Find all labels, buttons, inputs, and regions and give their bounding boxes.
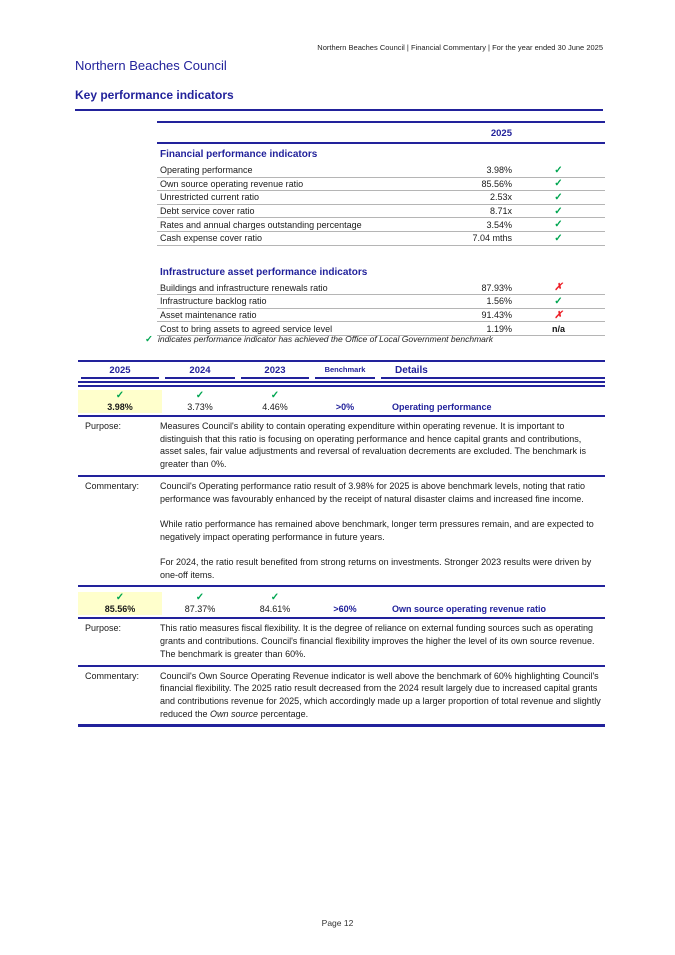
commentary-row <box>78 475 605 586</box>
indicator-value: 3.54% <box>486 219 512 230</box>
table-row <box>157 295 605 309</box>
value-2025: 3.98% <box>78 401 162 413</box>
purpose-text: Measures Council's ability to contain operating expenditure within operating revenue. It is important to distinguish that this ratio is focusing on operating performance and hence capital grants and contributions, asset sales, fair value adjustments and reversal of revaluation decrements are excluded. The benchmark is greater than 0%. <box>160 421 587 470</box>
commentary-text <box>160 670 605 721</box>
commentary-segment: Council's Own Source Operating Revenue indicator is well above the benchmark of 60% highlighting Council's financial flexibility. The 2025 ratio result decreased from the 2024 result largely due to increased capital grants and contributions revenue for 2025, which accordingly made up a larger proportion of total revenue and slightly reduced the <box>160 670 601 719</box>
indicator-value: 1.19% <box>486 323 512 334</box>
cross-icon: ✗ <box>554 309 563 321</box>
check-icon: ✓ <box>145 334 153 345</box>
empty-cell <box>378 592 605 603</box>
purpose-text: This ratio measures fiscal flexibility. It is the degree of reliance on external funding sources such as operating grants and contributions. Council's financial flexibility improves the higher the level of its own source revenue. The benchmark is greater than 60%. <box>160 623 595 659</box>
check-icon: ✓ <box>195 390 205 401</box>
check-icon: ✓ <box>554 205 563 217</box>
table-row <box>157 205 605 219</box>
commentary-paragraph: Council's Operating performance ratio result of 3.98% for 2025 is above benchmark levels, noting that ratio performance was favourably enhanced by the receipt of natural disaster claims and increased fine income. <box>160 480 585 504</box>
indicator-value: 3.98% <box>486 165 512 176</box>
col-header-2025: 2025 <box>81 365 159 379</box>
indicator-value: 87.93% <box>481 282 512 293</box>
footnote-text: indicates performance indicator has achieved the Office of Local Government benchmark <box>157 334 493 344</box>
values-row <box>78 401 605 417</box>
detail-header-row <box>78 360 605 379</box>
value-2025: 85.56% <box>78 603 162 615</box>
commentary-row <box>78 665 605 725</box>
indicator-label: Debt service cover ratio <box>160 206 255 217</box>
commentary-text <box>160 480 605 582</box>
year-header: 2025 <box>490 128 512 139</box>
purpose-row <box>78 619 605 664</box>
check-icon: ✓ <box>554 232 563 244</box>
empty-cell <box>312 390 378 401</box>
indicator-label: Buildings and infrastructure renewals ratio <box>160 282 328 293</box>
commentary-label: Commentary: <box>85 670 140 681</box>
indicator-label: Own source operating revenue ratio <box>160 178 304 189</box>
indicator-label: Cash expense cover ratio <box>160 233 263 244</box>
indicator-value: 85.56% <box>481 178 512 189</box>
benchmark-value: >60% <box>333 604 357 615</box>
indicator-label: Asset maintenance ratio <box>160 310 257 321</box>
value-2023: 84.61% <box>259 604 291 615</box>
check-icon: ✓ <box>195 592 205 604</box>
check-icon: ✓ <box>78 390 162 401</box>
commentary-paragraph: For 2024, the ratio result benefited from strong returns on investments. Stronger 2023 results were driven by one-off items. <box>160 557 592 580</box>
check-icon: ✓ <box>554 295 563 307</box>
benchmark-footnote <box>145 334 493 345</box>
check-icon: ✓ <box>554 178 563 190</box>
table-row <box>157 309 605 323</box>
commentary-paragraph <box>160 670 601 721</box>
page-number: Page 12 <box>321 918 354 928</box>
page-title-rule <box>75 88 603 111</box>
status-row <box>78 589 605 603</box>
infrastructure-section-heading: Infrastructure asset performance indicators <box>160 266 368 278</box>
check-icon: ✓ <box>554 191 563 203</box>
na-label: n/a <box>551 323 565 334</box>
cross-icon: ✗ <box>554 282 563 294</box>
indicator-label: Unrestricted current ratio <box>160 192 260 203</box>
indicator-name: Own source operating revenue ratio <box>392 604 547 615</box>
col-header-benchmark: Benchmark <box>315 365 375 379</box>
check-icon: ✓ <box>78 592 162 603</box>
table-row <box>157 191 605 205</box>
status-row <box>78 387 605 401</box>
indicator-value: 1.56% <box>486 296 512 307</box>
commentary-paragraph: While ratio performance has remained above benchmark, longer term pressures remain, and are expected to negatively impact operating performance in future years. <box>160 518 594 542</box>
purpose-row <box>78 417 605 475</box>
kpi-detail-table <box>78 360 605 727</box>
kpi-summary-table <box>157 121 605 336</box>
purpose-label: Purpose: <box>85 421 122 431</box>
financial-section-heading: Financial performance indicators <box>160 149 318 160</box>
col-header-2023: 2023 <box>241 365 309 379</box>
check-icon: ✓ <box>270 390 280 401</box>
empty-cell <box>312 592 378 603</box>
indicator-label: Cost to bring assets to agreed service level <box>160 323 333 334</box>
value-2023: 4.46% <box>262 402 288 412</box>
check-icon: ✓ <box>554 164 563 176</box>
table-row <box>157 164 605 178</box>
purpose-label: Purpose: <box>85 623 122 634</box>
benchmark-value: >0% <box>335 402 355 412</box>
commentary-italic-segment: Own source <box>210 708 259 719</box>
col-header-2024: 2024 <box>165 365 235 379</box>
check-icon: ✓ <box>554 219 563 231</box>
indicator-label: Rates and annual charges outstanding percentage <box>160 219 362 230</box>
table-row <box>157 232 605 246</box>
indicator-value: 7.04 mths <box>472 233 512 244</box>
table-row <box>157 218 605 232</box>
value-2024: 87.37% <box>184 604 216 615</box>
table-bottom-rule <box>78 724 605 727</box>
empty-cell <box>378 390 605 401</box>
table-row <box>157 178 605 192</box>
col-header-details: Details <box>381 365 605 379</box>
indicator-value: 91.43% <box>481 310 512 321</box>
indicator-value: 8.71x <box>489 206 512 217</box>
values-row <box>78 603 605 619</box>
section-spacer <box>157 246 605 262</box>
indicator-value: 2.53x <box>489 192 512 203</box>
indicator-label: Infrastructure backlog ratio <box>160 296 267 307</box>
summary-year-header-row <box>157 121 605 144</box>
commentary-label: Commentary: <box>85 480 140 491</box>
document-header-meta: Northern Beaches Council | Financial Commentary | For the year ended 30 June 2025 <box>317 43 603 52</box>
commentary-segment: percentage. <box>258 708 309 719</box>
page-title: Key performance indicators <box>75 88 234 102</box>
check-icon: ✓ <box>270 592 280 604</box>
table-row <box>157 282 605 296</box>
council-name: Northern Beaches Council <box>75 58 227 73</box>
indicator-label: Operating performance <box>160 165 253 176</box>
value-2024: 3.73% <box>187 402 213 412</box>
indicator-name: Operating performance <box>392 402 492 412</box>
